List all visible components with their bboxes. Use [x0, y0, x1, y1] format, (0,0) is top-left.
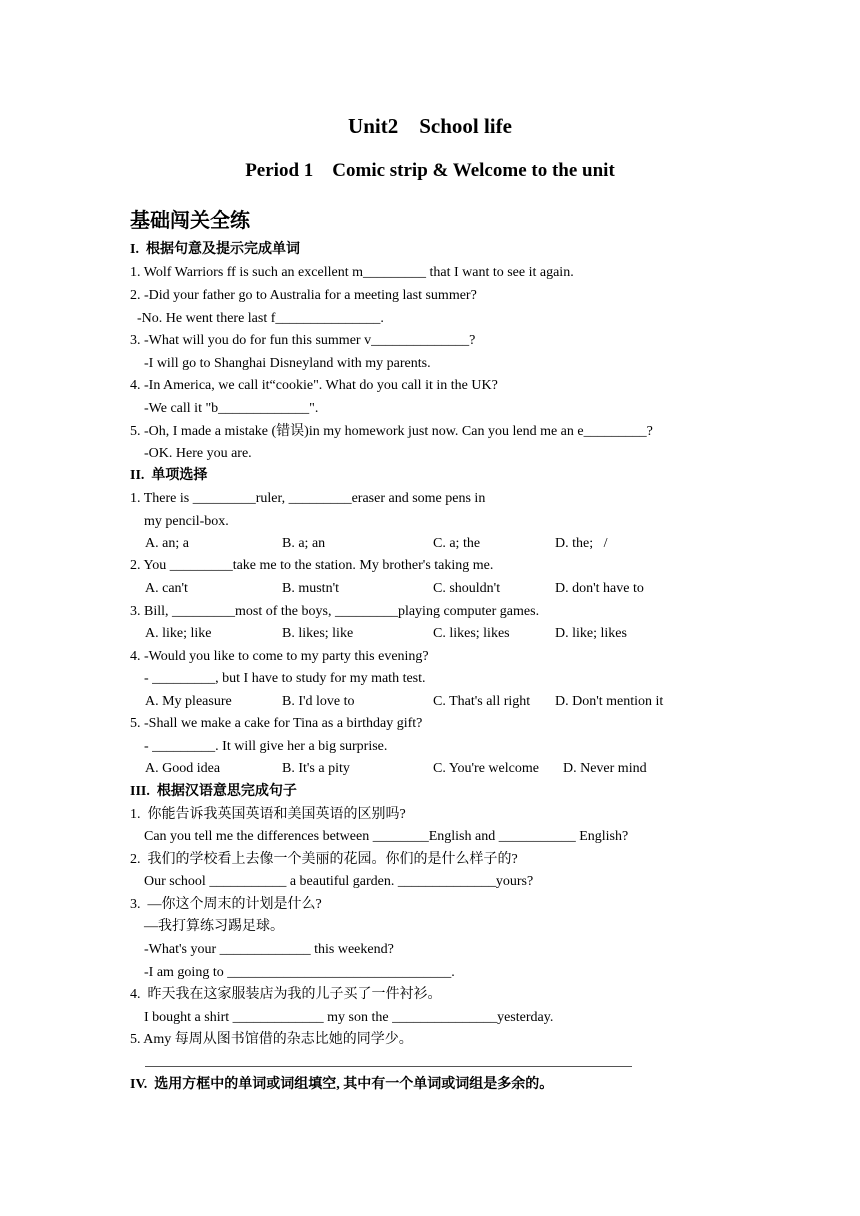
- question-line: 1. There is _________ruler, _________eraser and some pens in: [130, 491, 486, 506]
- exercise-line: I bought a shirt _____________ my son the _______________yesterday.: [130, 1010, 554, 1025]
- option-b: B. a; an: [282, 536, 326, 551]
- option-d: D. the; /: [555, 536, 608, 551]
- exercise-line: -We call it "b_____________".: [130, 401, 319, 416]
- question-line: my pencil-box.: [130, 514, 229, 529]
- exercise-line: 4. 昨天我在这家服装店为我的儿子买了一件衬衫。: [130, 987, 442, 1002]
- exercise-line: 2. -Did your father go to Australia for a meeting last summer?: [130, 288, 477, 303]
- section-heading-3: III. 根据汉语意思完成句子: [130, 784, 297, 799]
- option-a: A. My pleasure: [145, 694, 232, 709]
- section-heading-1: I. 根据句意及提示完成单词: [130, 242, 300, 257]
- question-line: 2. You _________take me to the station. My brother's taking me.: [130, 558, 494, 573]
- page-title: Unit2 School life: [348, 114, 512, 138]
- exercise-line: 2. 我们的学校看上去像一个美丽的花园。你们的是什么样子的?: [130, 852, 518, 867]
- option-c: C. You're welcome: [433, 761, 539, 776]
- option-c: C. a; the: [433, 536, 481, 551]
- option-b: B. I'd love to: [282, 694, 355, 709]
- exercise-line: Our school ___________ a beautiful garden. ______________yours?: [130, 874, 534, 889]
- option-a: A. an; a: [145, 536, 189, 551]
- exercise-line: 3. -What will you do for fun this summer v______________?: [130, 333, 476, 348]
- option-c: C. shouldn't: [433, 581, 501, 596]
- page-subtitle: Period 1 Comic strip & Welcome to the unit: [245, 160, 615, 181]
- option-b: B. likes; like: [282, 626, 354, 641]
- answer-blank-line: [145, 1066, 632, 1067]
- exercise-line: -What's your _____________ this weekend?: [130, 942, 394, 957]
- option-a: A. Good idea: [145, 761, 221, 776]
- exercise-line: Can you tell me the differences between ________English and ___________ English?: [130, 829, 629, 844]
- category-heading: 基础闯关全练: [130, 208, 250, 232]
- exercise-line: -No. He went there last f_______________.: [130, 311, 384, 326]
- exercise-line: -I will go to Shanghai Disneyland with my parents.: [130, 356, 431, 371]
- section-heading-4: IV. 选用方框中的单词或词组填空, 其中有一个单词或词组是多余的。: [130, 1077, 554, 1092]
- option-b: B. It's a pity: [282, 761, 350, 776]
- exercise-line: -OK. Here you are.: [130, 446, 252, 461]
- option-a: A. like; like: [145, 626, 212, 641]
- option-d: D. Never mind: [563, 761, 647, 776]
- option-c: C. likes; likes: [433, 626, 510, 641]
- exercise-line: 5. Amy 每周从图书馆借的杂志比她的同学少。: [130, 1032, 413, 1047]
- option-a: A. can't: [145, 581, 188, 596]
- exercise-line: 4. -In America, we call it“cookie". What do you call it in the UK?: [130, 378, 498, 393]
- question-line: - _________. It will give her a big surprise.: [130, 739, 388, 754]
- question-line: 3. Bill, _________most of the boys, _________playing computer games.: [130, 604, 540, 619]
- option-d: D. don't have to: [555, 581, 644, 596]
- question-line: 4. -Would you like to come to my party this evening?: [130, 649, 429, 664]
- option-c: C. That's all right: [433, 694, 531, 709]
- exercise-line: —我打算练习踢足球。: [130, 919, 284, 934]
- section-heading-2: II. 单项选择: [130, 468, 208, 483]
- exercise-line: 1. Wolf Warriors ff is such an excellent m_________ that I want to see it again.: [130, 265, 574, 280]
- question-line: - _________, but I have to study for my math test.: [130, 671, 426, 686]
- exercise-line: 5. -Oh, I made a mistake (错误)in my homework just now. Can you lend me an e_________?: [130, 424, 653, 439]
- option-b: B. mustn't: [282, 581, 339, 596]
- exercise-line: -I am going to ________________________________.: [130, 965, 455, 980]
- question-line: 5. -Shall we make a cake for Tina as a birthday gift?: [130, 716, 423, 731]
- exercise-line: 1. 你能告诉我英国英语和美国英语的区别吗?: [130, 807, 406, 822]
- exercise-line: 3. —你这个周末的计划是什么?: [130, 897, 322, 912]
- option-d: D. like; likes: [555, 626, 627, 641]
- option-d: D. Don't mention it: [555, 694, 664, 709]
